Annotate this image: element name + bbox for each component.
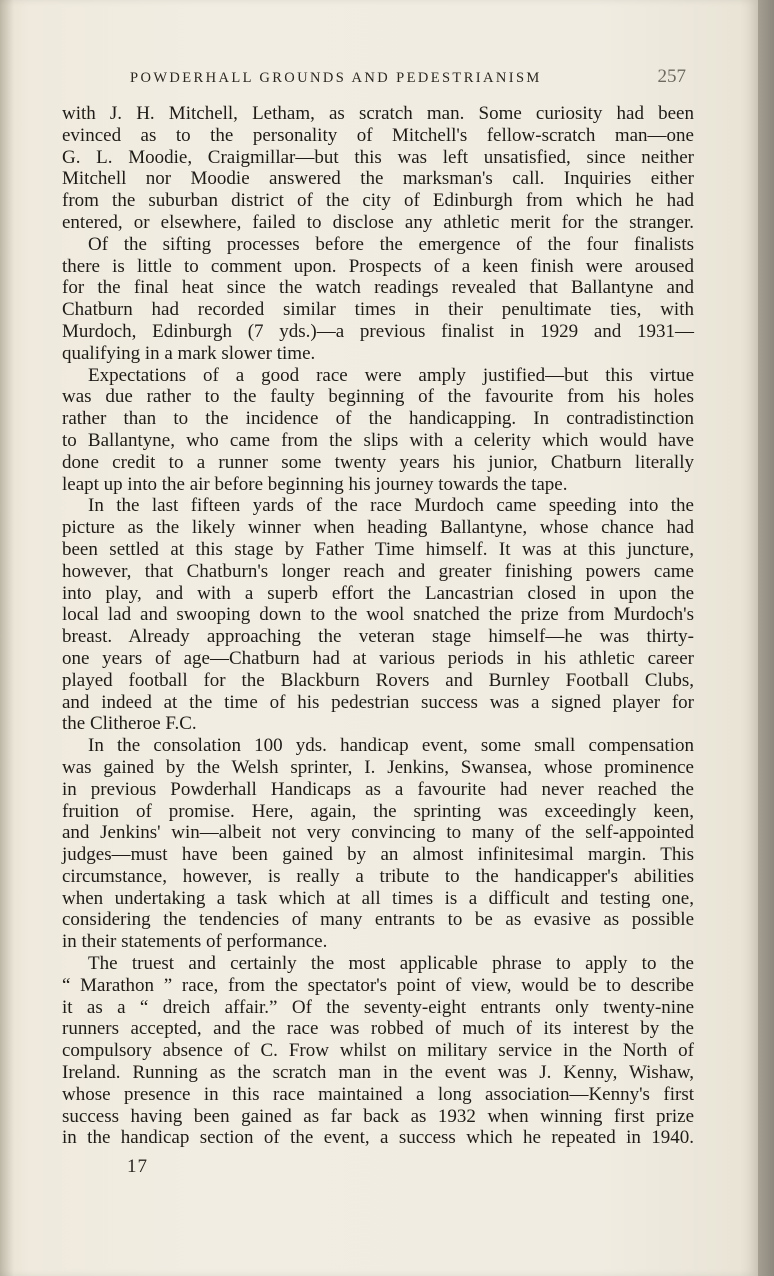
text-line: breast. Already approaching the veteran stage himself—he was thirty- [62,626,694,648]
text-line: one years of age—Chatburn had at various periods in his athletic career [62,647,694,669]
text-line: Expectations of a good race were amply justified—but this virtue [88,364,694,386]
text-line: success having been gained as far back as 1932 when winning first prize [62,1105,694,1127]
text-line: in previous Powderhall Handicaps as a favourite had never reached the [62,778,694,800]
text-line: “ Marathon ” race, from the spectator's point of view, would be to describe [62,974,694,996]
text-line: local lad and swooping down to the wool snatched the prize from Murdoch's [62,604,694,626]
text-line: from the suburban district of the city of Edinburgh from which he had [62,190,694,212]
running-head [130,66,690,92]
text-line: Mitchell nor Moodie answered the marksman's call. Inquiries either [62,168,694,190]
text-line: when undertaking a task which at all times is a difficult and testing one, [62,887,694,909]
binding-shadow [0,0,14,1276]
text-line: entered, or elsewhere, failed to disclose any athletic merit for the stranger. [62,211,694,233]
text-line: considering the tendencies of many entrants to be as evasive as possible [62,909,694,931]
text-line: for the final heat since the watch readings revealed that Ballantyne and [62,277,694,299]
text-line: with J. H. Mitchell, Letham, as scratch man. Some curiosity had been [62,103,694,124]
text-line: and indeed at the time of his pedestrian success was a signed player for [62,691,694,713]
text-line: Chatburn had recorded similar times in their penultimate ties, with [62,299,694,321]
text-line: evinced as to the personality of Mitchell's fellow-scratch man—one [62,124,694,146]
text-line: in the handicap section of the event, a success which he repeated in 1940. [62,1127,694,1149]
text-line: was gained by the Welsh sprinter, I. Jenkins, Swansea, whose prominence [62,756,694,778]
text-line: Of the sifting processes before the emergence of the four finalists [88,233,694,255]
text-line: the Clitheroe F.C. [62,713,197,735]
text-line: rather than to the incidence of the handicapping. In contradistinction [62,408,694,430]
text-line: runners accepted, and the race was robbed of much of its interest by the [62,1018,694,1040]
text-line: it as a “ dreich affair.” Of the seventy-eight entrants only twenty-nine [62,996,694,1018]
text-line: circumstance, however, is really a tribute to the handicapper's abilities [62,865,694,887]
text-line: Ireland. Running as the scratch man in the event was J. Kenny, Wishaw, [62,1062,694,1084]
text-line: qualifying in a mark slower time. [62,342,316,364]
facing-page-edge [758,0,774,1276]
text-line: been settled at this stage by Father Time himself. It was at this juncture, [62,538,694,560]
text-line: In the last fifteen yards of the race Murdoch came speeding into the [88,495,694,517]
text-line: to Ballantyne, who came from the slips with a celerity which would have [62,429,694,451]
text-line: done credit to a runner some twenty years his junior, Chatburn literally [62,451,694,473]
text-line: was due rather to the faulty beginning of the favourite from his holes [62,386,694,408]
running-title: POWDERHALL GROUNDS AND PEDESTRIANISM [130,70,542,86]
text-line: whose presence in this race maintained a long association—Kenny's first [62,1083,694,1105]
text-line: played football for the Blackburn Rovers and Burnley Football Clubs, [62,669,694,691]
text-line: The truest and certainly the most applicable phrase to apply to the [88,953,694,975]
text-line: picture as the likely winner when heading Ballantyne, whose chance had [62,517,694,539]
page-number: 257 [657,66,686,87]
text-line: there is little to comment upon. Prospects of a keen finish were aroused [62,255,694,277]
body-text [62,103,694,1149]
text-line: compulsory absence of C. Frow whilst on military service in the North of [62,1040,694,1062]
text-line: leapt up into the air before beginning his journey towards the tape. [62,473,568,495]
signature-mark: 17 [127,1156,148,1177]
text-line: and Jenkins' win—albeit not very convincing to many of the self-appointed [62,822,694,844]
text-line: in their statements of performance. [62,931,328,953]
text-line: Murdoch, Edinburgh (7 yds.)—a previous finalist in 1929 and 1931— [62,320,694,342]
text-line: fruition of promise. Here, again, the sprinting was exceedingly keen, [62,800,694,822]
text-line: In the consolation 100 yds. handicap event, some small compensation [88,735,694,757]
text-line: into play, and with a superb effort the Lancastrian closed in upon the [62,582,694,604]
text-line: G. L. Moodie, Craigmillar—but this was left unsatisfied, since neither [62,146,694,168]
text-line: judges—must have been gained by an almost infinitesimal margin. This [62,844,694,866]
text-line: however, that Chatburn's longer reach and greater finishing powers came [62,560,694,582]
